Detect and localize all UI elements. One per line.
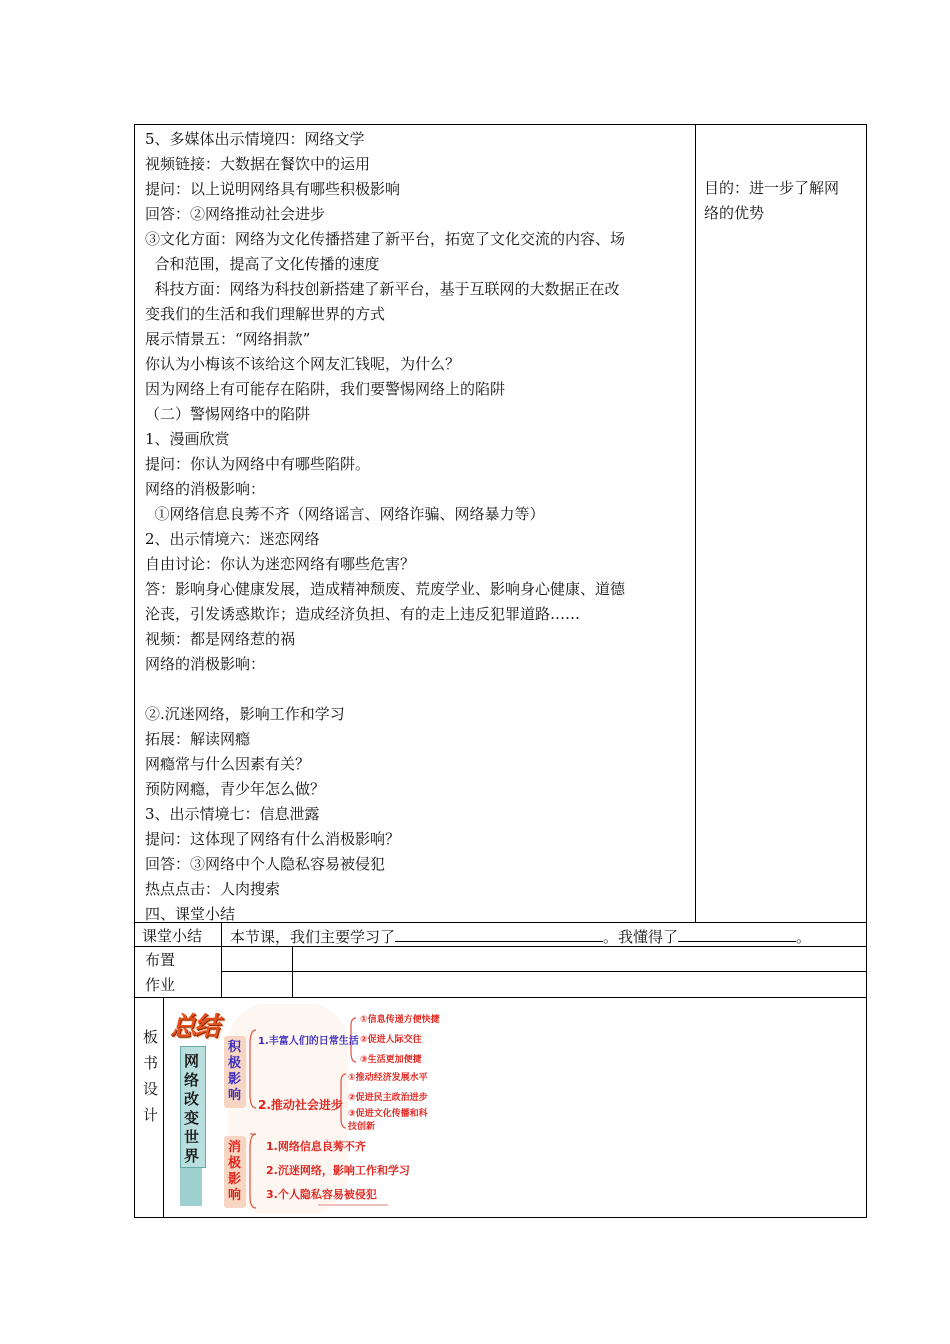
- content-line: 合和范围，提高了文化传播的速度: [145, 255, 380, 273]
- pos-leaf: ①信息传递方便快捷: [360, 1015, 440, 1025]
- summary-sentence: [230, 924, 811, 950]
- content-line: ③文化方面：网络为文化传播搭建了新平台，拓宽了文化交流的内容、场: [145, 230, 626, 248]
- content-line: 因为网络上有可能存在陷阱，我们要警惕网络上的陷阱: [145, 380, 506, 398]
- section-heading: （二）警惕网络中的陷阱: [145, 405, 311, 423]
- negative-label: 消极影响: [228, 1140, 242, 1203]
- neg-item: 2.沉迷网络，影响工作和学习: [266, 1164, 410, 1177]
- content-line: 答：影响身心健康发展，造成精神颓废、荒废学业、影响身心健康、道德: [145, 580, 626, 598]
- column-divider-note: [695, 124, 696, 923]
- content-line: ②.沉迷网络，影响工作和学习: [145, 705, 345, 723]
- summary-text-b: 。我懂得了: [603, 928, 679, 946]
- table-border-bottom: [134, 1217, 867, 1218]
- content-line: 2、出示情境六：迷恋网络: [145, 530, 320, 548]
- pos-leaf: ②促进民主政治进步: [348, 1093, 428, 1103]
- content-line: 变我们的生活和我们理解世界的方式: [145, 305, 386, 323]
- content-line: 提问：你认为网络中有哪些陷阱。: [145, 455, 371, 473]
- content-line: 回答：②网络推动社会进步: [145, 205, 326, 223]
- board-label-char: 计: [143, 1106, 159, 1124]
- content-line: 回答：③网络中个人隐私容易被侵犯: [145, 855, 386, 873]
- homework-label-line: 作业: [145, 976, 176, 994]
- content-line: 网络的消极影响：: [145, 480, 266, 498]
- content-line: 拓展：解读网瘾: [145, 730, 251, 748]
- row-divider-board-top: [134, 997, 867, 998]
- homework-label-line: 布置: [145, 951, 176, 969]
- content-line: 提问：以上说明网络具有哪些积极影响: [145, 180, 401, 198]
- pos-leaf: ①推动经济发展水平: [348, 1073, 428, 1083]
- content-line: 1、漫画欣赏: [145, 430, 230, 448]
- board-label-char: 设: [143, 1080, 159, 1098]
- summary-text-c: 。: [796, 928, 812, 946]
- summary-blank-1[interactable]: [395, 924, 603, 942]
- content-line: 热点点击：人肉搜索: [145, 880, 281, 898]
- content-line: 提问：这体现了网络有什么消极影响？: [145, 830, 401, 848]
- summary-badge: 总结: [170, 1012, 219, 1042]
- pos-leaf: ②促进人际交往: [360, 1035, 422, 1045]
- row-divider-summary-top: [134, 922, 867, 923]
- content-line: 沦丧，引发诱惑欺诈；造成经济负担、有的走上违反犯罪道路……: [145, 605, 581, 623]
- board-label-char: 书: [143, 1054, 159, 1072]
- content-line: 科技方面：网络为科技创新搭建了新平台，基于互联网的大数据正在改: [145, 280, 620, 298]
- content-line: 展示情景五：“网络捐款”: [145, 330, 311, 348]
- pos-branch-label: 2.推动社会进步: [258, 1098, 343, 1112]
- table-border-top: [134, 124, 867, 125]
- content-line: 网瘾常与什么因素有关？: [145, 755, 311, 773]
- pos-leaf: ③促进文化传播和科技创新: [348, 1109, 428, 1132]
- homework-label-divider: [221, 946, 222, 998]
- pos-branch-label: 1.丰富人们的日常生活: [258, 1036, 359, 1047]
- neg-item: 1.网络信息良莠不齐: [266, 1140, 366, 1153]
- content-line: 预防网瘾，青少年怎么做？: [145, 780, 326, 798]
- summary-text-a: 本节课，我们主要学习了: [230, 928, 396, 946]
- row-divider-homework-mid: [221, 971, 867, 972]
- root-label: 网络改变世界: [184, 1052, 200, 1165]
- positive-label: 积极影响: [228, 1040, 242, 1103]
- content-line: ①网络信息良莠不齐（网络谣言、网络诈骗、网络暴力等）: [145, 505, 545, 523]
- neg-underline: [318, 1204, 388, 1206]
- table-border-left: [134, 124, 135, 1218]
- content-line: 视频链接：大数据在餐饮中的运用: [145, 155, 371, 173]
- homework-inner-divider: [292, 946, 293, 998]
- summary-label-divider: [221, 922, 222, 947]
- content-line: 你认为小梅该不该给这个网友汇钱呢，为什么？: [145, 355, 461, 373]
- content-line: 3、出示情境七：信息泄露: [145, 805, 320, 823]
- side-note-line: 络的优势: [704, 204, 765, 222]
- pos-leaf: ③生活更加便捷: [360, 1055, 422, 1065]
- section-heading: 四、课堂小结: [145, 905, 236, 923]
- neg-item: 3.个人隐私容易被侵犯: [266, 1188, 377, 1201]
- table-border-right: [866, 124, 867, 1218]
- board-diagram: [168, 1004, 468, 1214]
- board-label-char: 板: [143, 1028, 159, 1046]
- content-line: 5、多媒体出示情境四：网络文学: [145, 130, 365, 148]
- content-line: 视频：都是网络惹的祸: [145, 630, 296, 648]
- side-note-line: 目的：进一步了解网: [704, 179, 840, 197]
- board-label-divider: [163, 997, 164, 1218]
- content-line: 自由讨论：你认为迷恋网络有哪些危害？: [145, 555, 416, 573]
- summary-blank-2[interactable]: [678, 924, 796, 942]
- content-line: 网络的消极影响：: [145, 655, 266, 673]
- summary-label: 课堂小结: [142, 927, 203, 945]
